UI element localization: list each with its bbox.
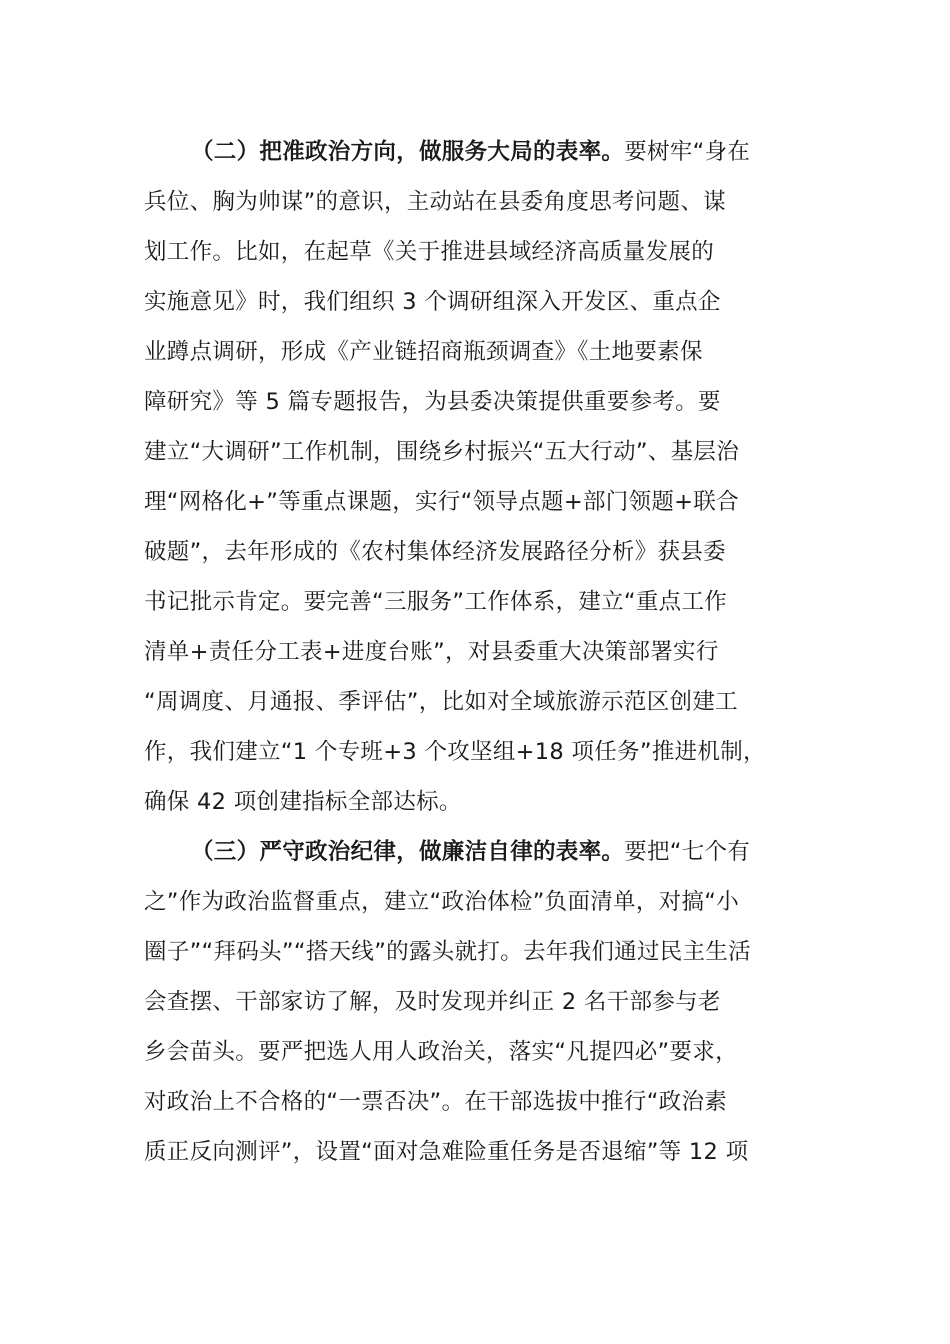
paragraph-line: 障研究》等 5 篇专题报告，为县委决策提供重要参考。要: [144, 389, 721, 415]
paragraph-line: 质正反向测评”，设置“面对急难险重任务是否退缩”等 12 项: [144, 1139, 749, 1165]
paragraph-line: 业蹲点调研，形成《产业链招商瓶颈调查》《土地要素保: [144, 339, 703, 365]
paragraph-line: 划工作。比如，在起草《关于推进县域经济高质量发展的: [144, 239, 715, 265]
paragraph-line: “周调度、月通报、季评估”，比如对全域旅游示范区创建工: [144, 689, 738, 715]
paragraph-text: 要把“七个有: [624, 839, 751, 865]
paragraph-line: 确保 42 项创建指标全部达标。: [144, 789, 462, 815]
paragraph-line: 兵位、胸为帅谋”的意识，主动站在县委角度思考问题、谋: [144, 189, 726, 215]
paragraph-line: 乡会苗头。要严把选人用人政治关，落实“凡提四必”要求，: [144, 1039, 738, 1065]
paragraph-line: 建立“大调研”工作机制，围绕乡村振兴“五大行动”、基层治: [144, 439, 740, 465]
section-heading: （三）严守政治纪律，做廉洁自律的表率。: [191, 839, 625, 865]
paragraph-line: 破题”，去年形成的《农村集体经济发展路径分析》获县委: [144, 539, 726, 565]
paragraph-line: 圈子”“拜码头”“搭天线”的露头就打。去年我们通过民主生活: [144, 939, 751, 965]
paragraph-line: 之”作为政治监督重点，建立“政治体检”负面清单，对搞“小: [144, 889, 740, 915]
paragraph-first-line: [144, 127, 824, 177]
section-heading: （二）把准政治方向，做服务大局的表率。: [191, 139, 625, 165]
paragraph-line: 理“网格化+”等重点课题，实行“领导点题+部门领题+联合: [144, 489, 739, 515]
paragraph-first-line: [144, 827, 824, 877]
paragraph-line: 会查摆、干部家访了解，及时发现并纠正 2 名干部参与老: [144, 989, 721, 1015]
paragraph-line: 对政治上不合格的“一票否决”。在干部选拔中推行“政治素: [144, 1089, 728, 1115]
paragraph-text: 要树牢“身在: [624, 139, 751, 165]
paragraph-line: 书记批示肯定。要完善“三服务”工作体系，建立“重点工作: [144, 589, 728, 615]
paragraph-line: 作，我们建立“1 个专班+3 个攻坚组+18 项任务”推进机制，: [144, 739, 766, 765]
paragraph-line: 清单+责任分工表+进度台账”，对县委重大决策部署实行: [144, 639, 719, 665]
document-body: [144, 127, 824, 1177]
paragraph-line: 实施意见》时，我们组织 3 个调研组深入开发区、重点企: [144, 289, 721, 315]
